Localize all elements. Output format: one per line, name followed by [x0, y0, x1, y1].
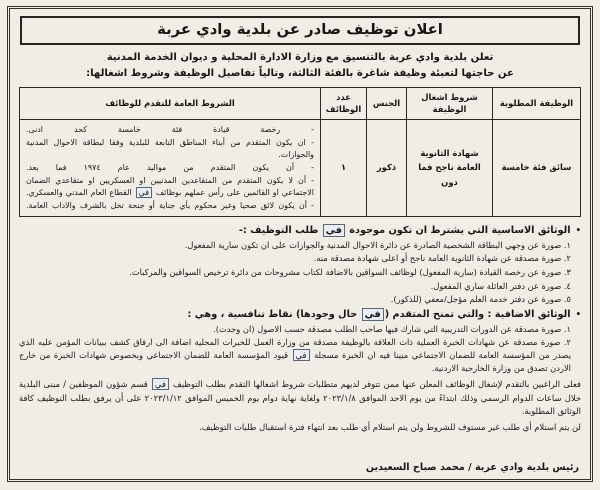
cell-required-position: سائق فئة خامسة: [493, 119, 581, 216]
primary-doc-item-1: ١. صورة عن وجهي البطاقة الشخصية الصادرة عن دائرة الاحوال المدنية والجوازات على ان تكون سارية المفعول.: [184, 239, 571, 250]
col-header-occupancy-conditions: شروط اشغال الوظيفة: [407, 88, 493, 119]
additional-docs-heading: [19, 309, 581, 320]
general-condition-item: [26, 124, 314, 136]
search-highlight: في: [152, 378, 169, 390]
intro-line-1: تعلن بلدية وادي عربة بالتنسيق مع وزارة الادارة المحلية و ديوان الخدمة المدنية: [106, 52, 494, 63]
heading-text-part: طلب التوظيف :-: [238, 224, 322, 236]
additional-doc-item-1: ١. صورة مصدقة عن الدورات التدريبية التي شارك فيها صاحب الطلب مصدقة حسب الاصول (ان وجدت).: [213, 323, 571, 334]
cell-vacancy-count: ١: [321, 119, 367, 216]
search-highlight: في: [136, 187, 152, 198]
cell-general-conditions: [20, 119, 321, 216]
signature-line: رئيس بلدية وادي عربة / محمد صباح السعيدين: [365, 462, 579, 473]
heading-text-part: الوثائق الاساسية التي يشترط ان تكون موجودة: [345, 224, 571, 236]
primary-docs-heading-text: [239, 225, 571, 236]
general-condition-item: [26, 162, 314, 174]
text-part: قسم شؤون الموظفين / مبنى البلدية خلال ساعات الدوام الرسمي وذلك ابتداءً من يوم الاحد الموافق ٢٠٢٣/١/٨ ولغاية نهاية دوام يوم الخميس الموافق ٢٠٢٣/١/١٢ على أن يرفق بطلب التوظيف كافة الوثائق المطلوبة.: [19, 379, 582, 417]
primary-doc-item-3: ٣. صورة عن رخصة القيادة (سارية المفعول) لوظائف السواقين بالاضافة لكتاب مشروحات من دائرة ترخيص السواقين والمركبات.: [129, 266, 571, 277]
text-part: - أن يكون لائق صحيا وغير محكوم بأي جناية أو جنحة تخل بالشرف والاداب العامة.: [26, 200, 314, 210]
note-line: لن يتم استلام أي طلب غير مستوف للشروط ولن يتم استلام أي طلب بعد انتهاء فترة استقبال طلبات التوظيف.: [199, 421, 581, 432]
text-part: قيود المؤسسة العامة للضمان الاجتماعي وبخصوص شهادات الخبرة من خارج الاردن تصدق من وزارة الخارجية الاردنية.: [19, 350, 571, 373]
bullet-icon: •: [575, 309, 581, 320]
vacancy-row: [20, 119, 581, 216]
col-header-required-position: الوظيفة المطلوبة: [493, 88, 581, 119]
vacancy-table-body: [20, 119, 581, 216]
col-header-vacancy-count: عدد الوظائف: [321, 88, 367, 119]
primary-docs-heading: [19, 225, 581, 236]
general-condition-item: [26, 175, 314, 199]
search-highlight: في: [362, 308, 384, 321]
cell-occupancy-conditions: شهادة الثانوية العامة ناجح فما دون: [407, 119, 493, 216]
cell-gender: ذكور: [367, 119, 407, 216]
vacancy-table-head: [20, 88, 581, 119]
col-header-general-conditions: الشروط العامة للتقدم للوظائف: [20, 88, 321, 119]
text-part: - أن لا يكون المتقدم من المتقاعدين المدنيين او العسكريين او متقاعدي الضمان الاجتماعي او القائمين على رأس عملهم بوظائف: [26, 175, 314, 197]
general-condition-item: [26, 200, 314, 212]
text-part: - رخصة قيادة فئة خامسة كحد ادنى.: [26, 124, 314, 134]
additional-doc-item-2: [19, 336, 581, 374]
search-highlight: في: [323, 224, 345, 237]
primary-doc-item-4: ٤. صورة عن دفتر العائلة ساري المفعول.: [430, 280, 571, 291]
general-condition-item: [26, 137, 314, 161]
primary-doc-item-2: ٢. صورة مصدقة عن شهادة الثانوية العامة ناجح أو اعلى شهادة مصدقة منه.: [313, 253, 571, 264]
document-title: اعلان توظيف صادر عن بلدية وادي عربة: [157, 21, 443, 38]
text-part: القطاع العام المدني والعسكري.: [26, 187, 135, 197]
document-frame: [7, 6, 593, 482]
intro-line-2: عن حاجتها لتعبئة وظيفة شاغرة بالفئة الثالثة، وتالياً تفاصيل الوظيفة وشروط اشغالها:: [86, 68, 514, 80]
additional-docs-heading-text: [187, 309, 570, 320]
text-part: - أن يكون المتقدم من مواليد عام ١٩٧٤ فما بعد.: [26, 162, 314, 172]
text-part: ٢. صورة مصدقة عن شهادات الخبرة العملية ذات العلاقة بالوظيفة مصدقة من وزارة العمل للخبرات المحلية اضافة الى ارفاق كشف ببيانات المؤمن عليه الذي يصدر من المؤسسة العامة للضمان الاجتماعي مبينا فيه ان الخبرة مسجلة: [19, 337, 571, 361]
vacancy-table-header-row: [20, 88, 581, 119]
intro-block: [19, 50, 581, 82]
bullet-icon: •: [575, 225, 581, 236]
text-part: فعلى الراغبين بالتقدم لإشغال الوظائف المعلن عنها ممن تتوفر لديهم متطلبات شروط اشغالها التقدم بطلب التوظيف: [169, 379, 582, 390]
primary-doc-item-5: ٥. صورة عن دفتر خدمة العلم مؤجل/معفي (للذكور).: [390, 294, 571, 305]
vacancy-table: [19, 87, 581, 216]
closing-paragraph: [19, 378, 581, 418]
title-box: [20, 16, 580, 45]
heading-text-part: الوثائق الاضافية : والتي تمنح المتقدم (: [384, 308, 571, 320]
heading-text-part: حال وجودها) نقاط تنافسية ، وهي :: [187, 308, 361, 320]
text-part: - ان يكون المتقدم من أبناء المناطق التابعة للبلدية وفقا لبطاقة الاحوال المدنية والجوازات.: [26, 137, 314, 159]
search-highlight: في: [293, 349, 310, 361]
col-header-gender: الجنس: [367, 88, 407, 119]
